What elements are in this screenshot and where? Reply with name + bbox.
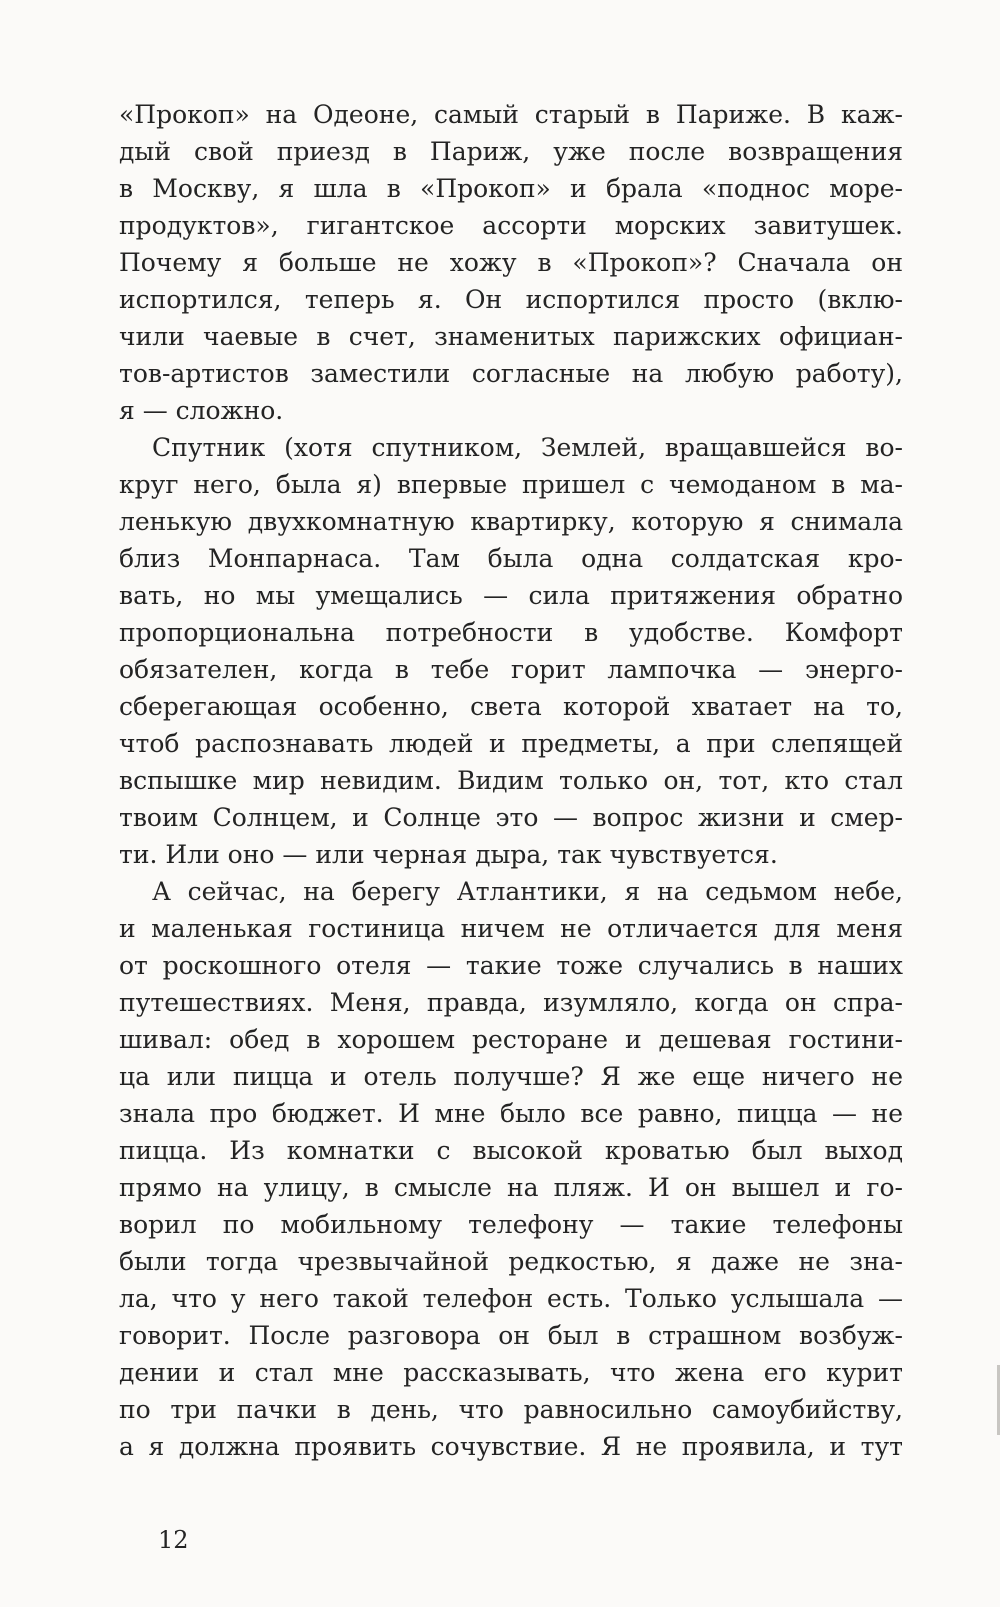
text-line: близ Монпарнаса. Там была одна солдатская кро- xyxy=(119,544,903,573)
text-line: были тогда чрезвычайной редкостью, я даже не зна- xyxy=(119,1247,903,1276)
text-line: Спутник (хотя спутником, Землей, вращавшейся во- xyxy=(152,433,903,462)
text-line: сберегающая особенно, света которой хватает на то, xyxy=(119,692,903,721)
text-line: по три пачки в день, что равносильно самоубийству, xyxy=(119,1395,903,1424)
text-line: ворил по мобильному телефону — такие телефоны xyxy=(119,1210,903,1239)
text-line: пицца. Из комнатки с высокой кроватью был выход xyxy=(119,1136,903,1165)
text-line: говорит. После разговора он был в страшном возбуж- xyxy=(119,1321,903,1350)
text-line: а я должна проявить сочувствие. Я не проявила, и тут xyxy=(119,1432,903,1461)
text-line: круг него, была я) впервые пришел с чемоданом в ма- xyxy=(119,470,903,499)
text-line: дении и стал мне рассказывать, что жена его курит xyxy=(119,1358,903,1387)
text-line: ла, что у него такой телефон есть. Только услышала — xyxy=(119,1284,903,1313)
text-line: испортился, теперь я. Он испортился просто (вклю- xyxy=(119,285,903,314)
text-line: ца или пицца и отель получше? Я же еще ничего не xyxy=(119,1062,903,1091)
text-line: шивал: обед в хорошем ресторане и дешевая гостини- xyxy=(119,1025,903,1054)
text-line: ленькую двухкомнатную квартирку, которую я снимала xyxy=(119,507,903,536)
paragraph xyxy=(119,429,903,873)
text-line: путешествиях. Меня, правда, изумляло, когда он спра- xyxy=(119,988,903,1017)
paragraph xyxy=(119,96,903,429)
text-line: А сейчас, на берегу Атлантики, я на седьмом небе, xyxy=(152,877,903,906)
text-line: твоим Солнцем, и Солнце это — вопрос жизни и смер- xyxy=(119,803,903,832)
text-line: знала про бюджет. И мне было все равно, пицца — не xyxy=(119,1099,903,1128)
text-line: дый свой приезд в Париж, уже после возвращения xyxy=(119,137,903,166)
text-line: я — сложно. xyxy=(119,396,284,425)
text-line: прямо на улицу, в смысле на пляж. И он вышел и го- xyxy=(119,1173,903,1202)
text-line: пропорциональна потребности в удобстве. Комфорт xyxy=(119,618,903,647)
text-line: обязателен, когда в тебе горит лампочка — энерго- xyxy=(119,655,903,684)
text-line: Почему я больше не хожу в «Прокоп»? Сначала он xyxy=(119,248,903,277)
paragraph xyxy=(119,873,903,1465)
text-line: тов-артистов заместили согласные на любую работу), xyxy=(119,359,903,388)
text-line: чили чаевые в счет, знаменитых парижских официан- xyxy=(119,322,903,351)
page-number: 12 xyxy=(158,1526,189,1554)
text-line: чтоб распознавать людей и предметы, а при слепящей xyxy=(119,729,903,758)
text-line: продуктов», гигантское ассорти морских завитушек. xyxy=(119,211,903,240)
text-line: вспышке мир невидим. Видим только он, тот, кто стал xyxy=(119,766,903,795)
text-line: «Прокоп» на Одеоне, самый старый в Париже. В каж- xyxy=(119,100,903,129)
text-line: от роскошного отеля — такие тоже случались в наших xyxy=(119,951,903,980)
text-line: в Москву, я шла в «Прокоп» и брала «поднос море- xyxy=(119,174,903,203)
text-line: ти. Или оно — или черная дыра, так чувствуется. xyxy=(119,840,778,869)
text-line: вать, но мы умещались — сила притяжения обратно xyxy=(119,581,903,610)
text-line: и маленькая гостиница ничем не отличается для меня xyxy=(119,914,903,943)
body-text xyxy=(119,96,903,1465)
